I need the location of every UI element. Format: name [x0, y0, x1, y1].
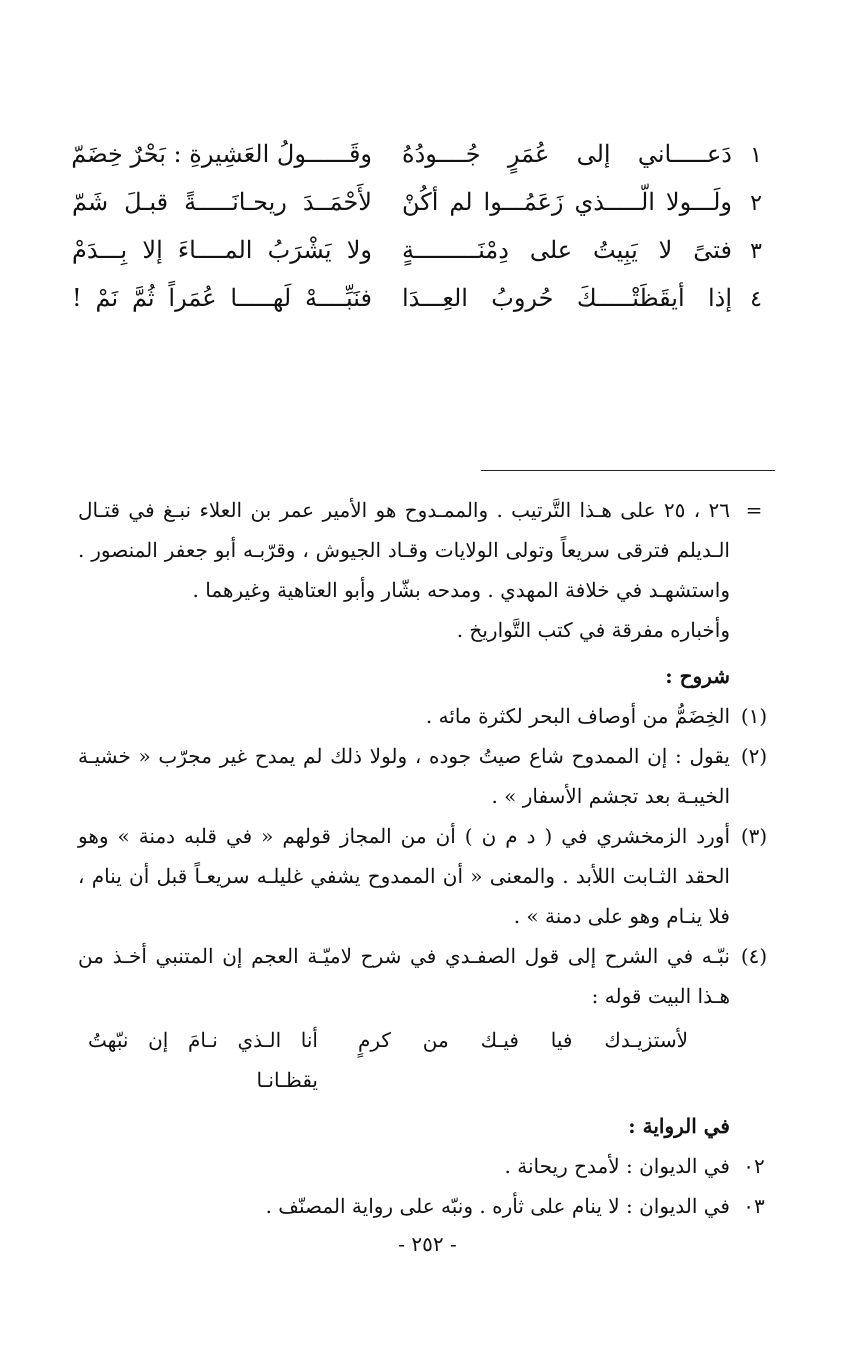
variant-item: [78, 1146, 778, 1186]
verse-number: ٣: [750, 239, 762, 264]
verse-line: [70, 140, 780, 188]
variant-text: في الديوان : لأمدح ريحانة .: [504, 1154, 730, 1178]
commentary-marker: (٢): [740, 744, 768, 768]
verse-number: ٢: [750, 191, 762, 216]
page-number: - ٢٥٢ -: [398, 1232, 457, 1256]
commentary-item: [78, 936, 778, 1016]
footnote-text: وأخباره مفرقة في كتب التَّواريخ .: [456, 618, 730, 642]
variant-text: في الديوان : لا ينام على ثأره . ونبّه على رواية المصنّف .: [265, 1194, 730, 1218]
commentary-marker: (٣): [740, 824, 768, 848]
verse-second-hemistich: ولا يَشْرَبُ المــــاءَ إلا بِـــدَمْ: [72, 236, 372, 264]
verse-first-hemistich: إذا أيقَظَتْـــــكَ حُروبُ العِـــدَا: [402, 284, 732, 312]
verse-first-hemistich: دَعـــــاني إلى عُمَرٍ جُــــودُهُ: [402, 140, 732, 168]
variant-marker: ٠٣: [743, 1194, 765, 1218]
verse-first-hemistich: فتىً لا يَبِيتُ على دِمْنَـــــــــةٍ: [402, 236, 732, 264]
section-heading-riwaya: في الرواية :: [628, 1114, 730, 1138]
commentary-item: [78, 696, 778, 736]
variant-marker: ٠٢: [743, 1154, 765, 1178]
footnote-text: ٢٦ ، ٢٥ على هـذا التَّرتيب . والممـدوح هو الأمير عمر بن العلاء نبـغ في قتـال الـديلم فترقى سريعاً وتولى الولايات وقـاد الجيوش ، وقرّبـه أبو جعفر المنصور . واستشهـد في خلافة المهدي . ومدحه بشّار وأبو العتاهية وغيرهما .: [78, 498, 730, 602]
footnote-continuation: [78, 490, 778, 610]
verse-second-hemistich: وقَــــــولُ العَشِيرةِ : بَحْرٌ خِضَمّ: [71, 140, 372, 168]
footnote-separator: [481, 470, 775, 471]
commentary-item: [78, 736, 778, 816]
verse-second-hemistich: لأَحْمَــدَ ريحـانَـــــةً قبـلَ شَمّ: [72, 188, 372, 216]
section-heading-shuruh: شروح :: [665, 664, 730, 688]
verse-line: [70, 284, 780, 332]
verse-number: ٤: [750, 287, 762, 312]
commentary-item: [78, 816, 778, 936]
poem: [70, 140, 780, 332]
verse-line: [70, 236, 780, 284]
quoted-verse: [78, 1020, 688, 1100]
commentary-text: يقول : إن الممدوح شاع صيتُ جوده ، ولولا ذلك لم يمدح غير مجرّب « خشيـة الخيبـة بعد تجشم الأسفار » .: [78, 744, 730, 808]
commentary-text: الخِضَمُّ من أوصاف البحر لكثرة مائه .: [425, 704, 730, 728]
continuation-marker: =: [745, 498, 763, 522]
footnotes: [78, 490, 778, 1226]
commentary-marker: (٤): [740, 944, 768, 968]
verse-line: [70, 188, 780, 236]
variant-item: [78, 1186, 778, 1226]
verse-first-hemistich: ولَـــولا الّـــــذي زَعَمُـــوا لم أكُنْ: [402, 188, 732, 216]
quoted-second-hemistich: أنا الـذي نـامَ إن نبّهتُ يقظـانـا: [88, 1028, 318, 1092]
commentary-marker: (١): [740, 704, 768, 728]
verse-number: ١: [750, 143, 762, 168]
commentary-text: أورد الزمخشري في ( د م ن ) أن من المجاز قولهم « في قلبه دمنة » وهو الحقد الثـابت اللأبد . والمعنى « أن الممدوح يشفي غليلـه سريعـاً قبل أن ينام ، فلا ينـام وهو على دمنة » .: [78, 824, 730, 928]
quoted-first-hemistich: لأستزيـدك فيا فيـك من كرمٍ: [358, 1028, 688, 1052]
commentary-text: نبّـه في الشرح إلى قول الصفـدي في شرح لاميّـة العجم إن المتنبي أخـذ من هـذا البيت قوله :: [78, 944, 730, 1008]
verse-second-hemistich: فنَبِّــــهْ لَهـــــا عُمَراً ثُمَّ نَمْ !: [72, 284, 372, 312]
